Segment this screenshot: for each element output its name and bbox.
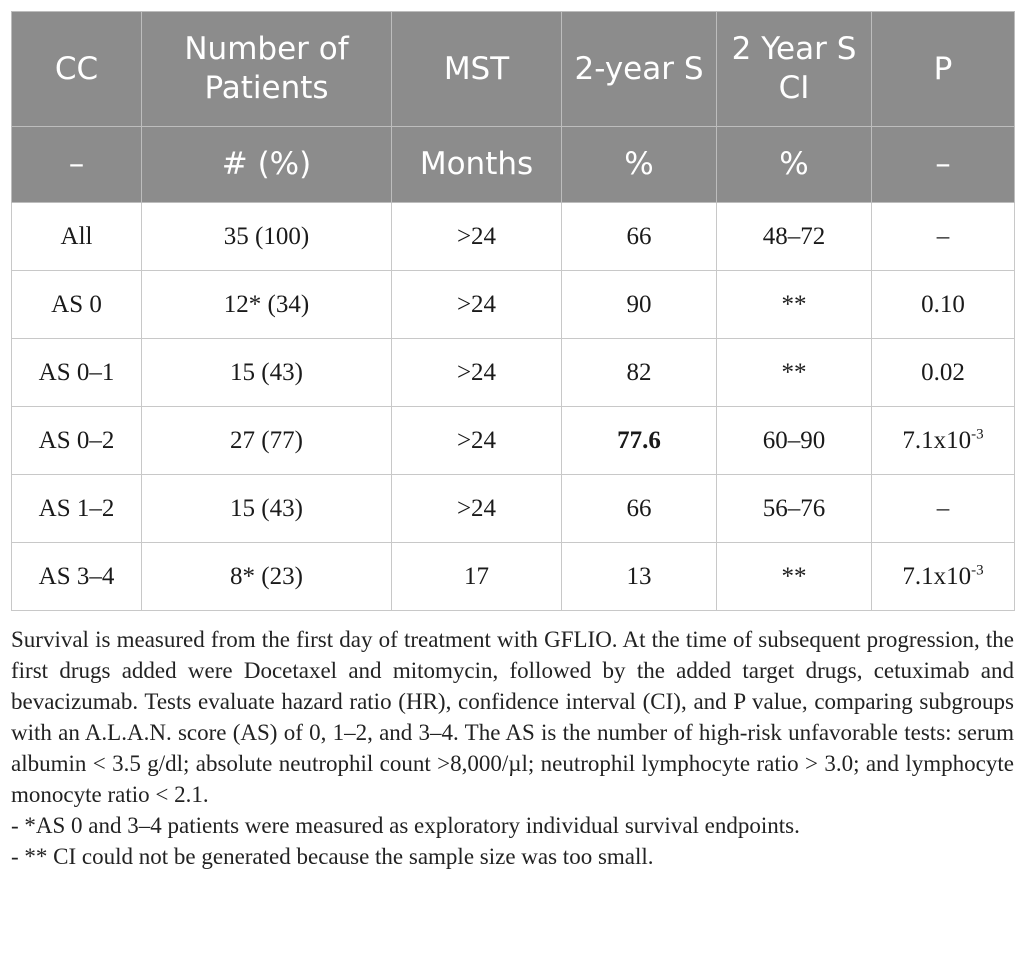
cell-cc: AS 0 bbox=[12, 271, 142, 339]
cell-cc: AS 1–2 bbox=[12, 475, 142, 543]
cell-mst: 17 bbox=[392, 543, 562, 611]
table-row bbox=[12, 543, 1015, 611]
survival-table bbox=[11, 11, 1015, 611]
cell-number-of-patients: 15 (43) bbox=[142, 339, 392, 407]
p-value-base: 7.1x10 bbox=[902, 562, 972, 590]
cell-mst: >24 bbox=[392, 407, 562, 475]
cell-2-year-s-ci: 56–76 bbox=[717, 475, 872, 543]
unit-mst: Months bbox=[392, 127, 562, 203]
cell-2-year-s: 82 bbox=[562, 339, 717, 407]
table-caption bbox=[11, 624, 1014, 872]
table-row bbox=[12, 475, 1015, 543]
cell-2-year-s: 66 bbox=[562, 475, 717, 543]
table-row bbox=[12, 271, 1015, 339]
cell-p: 0.02 bbox=[872, 339, 1015, 407]
cell-number-of-patients: 12* (34) bbox=[142, 271, 392, 339]
header-2-year-s: 2-year S bbox=[562, 12, 717, 127]
cell-2-year-s: 90 bbox=[562, 271, 717, 339]
header-mst: MST bbox=[392, 12, 562, 127]
cell-mst: >24 bbox=[392, 475, 562, 543]
cell-2-year-s: 13 bbox=[562, 543, 717, 611]
cell-p: 0.10 bbox=[872, 271, 1015, 339]
p-value-exponent: -3 bbox=[971, 562, 984, 579]
header-2-year-s-ci: 2 Year S CI bbox=[717, 12, 872, 127]
table-row bbox=[12, 203, 1015, 271]
cell-2-year-s: 66 bbox=[562, 203, 717, 271]
cell-cc: AS 0–1 bbox=[12, 339, 142, 407]
cell-cc: AS 0–2 bbox=[12, 407, 142, 475]
cell-mst: >24 bbox=[392, 339, 562, 407]
header-number-of-patients: Number of Patients bbox=[142, 12, 392, 127]
survival-table-container bbox=[11, 11, 1014, 611]
cell-mst: >24 bbox=[392, 271, 562, 339]
footnote-ci-unavailable: - ** CI could not be generated because the sample size was too small. bbox=[11, 844, 654, 869]
table-row bbox=[12, 339, 1015, 407]
cell-mst: >24 bbox=[392, 203, 562, 271]
cell-2-year-s-ci: ** bbox=[717, 339, 872, 407]
unit-p: – bbox=[872, 127, 1015, 203]
table-row bbox=[12, 407, 1015, 475]
cell-cc: AS 3–4 bbox=[12, 543, 142, 611]
cell-p: – bbox=[872, 203, 1015, 271]
p-value-base: 7.1x10 bbox=[902, 426, 972, 454]
cell-2-year-s-ci: ** bbox=[717, 543, 872, 611]
header-row-units bbox=[12, 127, 1015, 203]
p-value-exponent: -3 bbox=[971, 426, 984, 443]
footnote-exploratory: - *AS 0 and 3–4 patients were measured as exploratory individual survival endpoints. bbox=[11, 813, 800, 838]
header-cc: CC bbox=[12, 12, 142, 127]
cell-2-year-s-ci: 60–90 bbox=[717, 407, 872, 475]
cell-2-year-s-ci: 48–72 bbox=[717, 203, 872, 271]
cell-p bbox=[872, 407, 1015, 475]
header-row-titles bbox=[12, 12, 1015, 127]
cell-p bbox=[872, 543, 1015, 611]
cell-number-of-patients: 35 (100) bbox=[142, 203, 392, 271]
cell-2-year-s: 77.6 bbox=[562, 407, 717, 475]
caption-paragraph: Survival is measured from the first day of treatment with GFLIO. At the time of subsequent progression, the first drugs added were Docetaxel and mitomycin, followed by the added target drugs, cetuximab and bevacizumab. Tests evaluate hazard ratio (HR), confidence interval (CI), and P value, comparing subgroups with an A.L.A.N. score (AS) of 0, 1–2, and 3–4. The AS is the number of high-risk unfavorable tests: serum albumin < 3.5 g/dl; absolute neutrophil count >8,000/µl; neutrophil lymphocyte ratio > 3.0; and lymphocyte monocyte ratio < 2.1. bbox=[11, 627, 1014, 807]
cell-number-of-patients: 15 (43) bbox=[142, 475, 392, 543]
unit-2-year-s-ci: % bbox=[717, 127, 872, 203]
cell-number-of-patients: 27 (77) bbox=[142, 407, 392, 475]
cell-p: – bbox=[872, 475, 1015, 543]
cell-cc: All bbox=[12, 203, 142, 271]
cell-2-year-s-ci: ** bbox=[717, 271, 872, 339]
cell-number-of-patients: 8* (23) bbox=[142, 543, 392, 611]
unit-2-year-s: % bbox=[562, 127, 717, 203]
unit-cc: – bbox=[12, 127, 142, 203]
unit-number-of-patients: # (%) bbox=[142, 127, 392, 203]
header-p: P bbox=[872, 12, 1015, 127]
